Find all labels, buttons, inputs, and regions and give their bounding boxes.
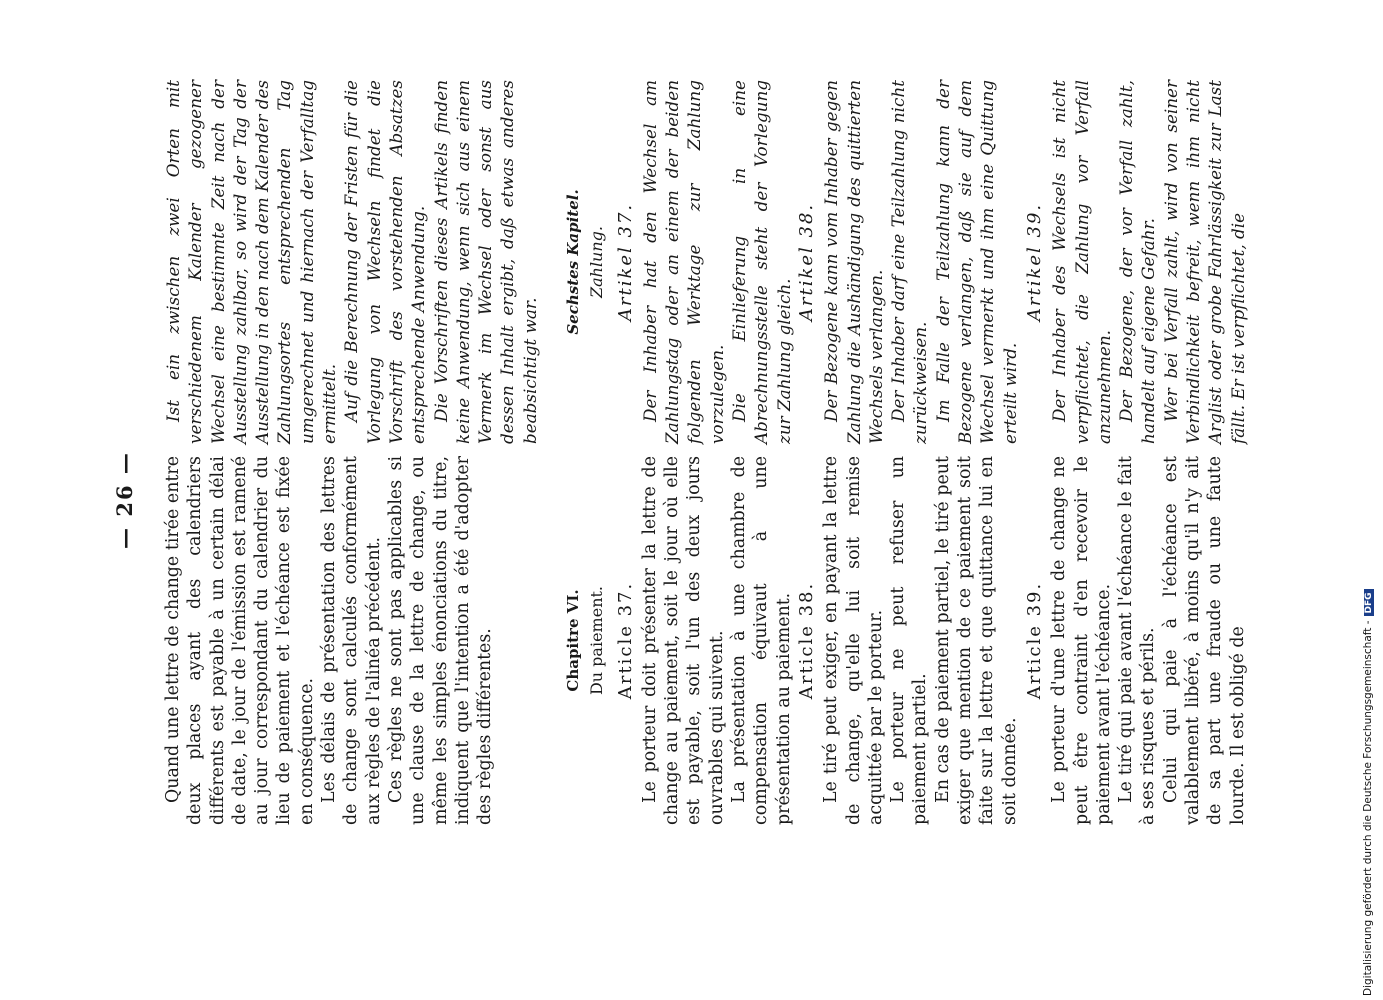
credit-text: Digitalisierung gefördert durch die Deutsche Forschungsgemeinschaft - (1362, 620, 1374, 996)
german-article-39 (1018, 80, 1249, 444)
chapter-title: Du paiement. (587, 585, 607, 696)
digitization-credit (1362, 589, 1374, 996)
french-paragraph: Ces règles ne sont pas applicables si une clause de la lettre de change, ou même les simples énonciations du titre, indiquent que l'intention a été d'adopter des règles différentes. (385, 456, 496, 825)
german-paragraph: Der Inhaber hat den Wechsel am Zahlungstag oder an einem der beiden folgenden Werktage zur Zahlung vorzulegen. (639, 80, 727, 444)
german-paragraph: Die Vorschriften dieses Artikels finden keine Anwendung, wenn sich aus einem Vermerk im Wechsel oder sonst aus dessen Inhalt ergibt, daß etwas anderes beabsichtigt war. (430, 80, 540, 444)
french-paragraph: Quand une lettre de change tirée entre deux places ayant des calendriers différents est payable à un certain délai de date, le jour de l'émission est ramené au jour correspondant du calendrier du lieu de paiement et l'échéance est fixée en conséquence. (163, 456, 317, 825)
german-paragraph: Wer bei Verfall zahlt, wird von seiner Verbindlichkeit befreit, wenn ihm nicht Arglist oder grobe Fahrlässigkeit zur Last fällt. Er ist verpflichtet, die (1160, 80, 1248, 444)
french-chapter-6 (548, 456, 795, 825)
german-paragraph: Ist ein zwischen zwei Orten mit verschiedenem Kalender gezogener Wechsel eine bestimmte Zeit nach der Ausstellung zahlbar, so wird der Tag der Ausstellung in den nach dem Kalender des Zahlungsortes entsprechenden Tag umgerechnet und hiernach der Verfalltag ermittelt. (163, 80, 340, 444)
french-paragraph: Les délais de présentation des lettres de change sont calculés conformément aux règles de l'alinéa précédent. (319, 456, 384, 825)
french-paragraph: Le tiré qui paie avant l'échéance le fait à ses risques et périls. (1116, 456, 1159, 825)
article-heading: Article 39. (1024, 581, 1045, 700)
chapter-title: Zahlung. (587, 226, 607, 299)
french-paragraph: Le porteur ne peut refuser un paiement partiel. (888, 456, 931, 825)
page-number: — 26 — (112, 451, 137, 549)
german-paragraph: Der Inhaber des Wechsels ist nicht verpflichtet, die Zahlung vor Verfall anzunehmen. (1049, 80, 1114, 444)
french-paragraph: La présentation à une chambre de compensation équivaut à une présentation au paiement. (729, 456, 794, 825)
german-intro (162, 80, 541, 444)
french-article-38 (790, 456, 1021, 825)
french-paragraph: Celui qui paie à l'échéance est valablement libéré, à moins qu'il n'y ait de sa part une fraude ou une faute lourde. Il est obligé de (1160, 456, 1248, 825)
german-paragraph: Im Falle der Teilzahlung kann der Bezogene verlangen, daß sie auf dem Wechsel vermerkt und ihm eine Quittung erteilt wird. (932, 80, 1020, 444)
dfg-logo: DFG (1364, 589, 1374, 616)
german-paragraph: Der Inhaber darf eine Teilzahlung nicht zurückweisen. (888, 80, 931, 444)
french-paragraph: Le tiré peut exiger, en payant la lettre de change, qu'elle lui soit remise acquittée par le porteur. (821, 456, 886, 825)
article-heading: Article 37. (614, 581, 636, 700)
french-paragraph: En cas de paiement partiel, le tiré peut exiger que mention de ce paiement soit faite sur la lettre et que quittance lui en soit donnée. (932, 456, 1020, 825)
german-chapter-6 (548, 80, 795, 444)
german-paragraph: Die Einlieferung in eine Abrechnungsstelle steht der Vorlegung zur Zahlung gleich. (729, 80, 794, 444)
french-article-39 (1018, 456, 1249, 825)
french-paragraph: Le porteur d'une lettre de change ne peut être contraint d'en recevoir le paiement avant l'échéance. (1049, 456, 1114, 825)
french-paragraph: Le porteur doit présenter la lettre de change au paiement, soit le jour où elle est payable, soit l'un des deux jours ouvrables qui suivent. (639, 456, 727, 825)
article-heading: Artikel 39. (1024, 202, 1045, 322)
chapter-heading: Chapitre VI. (564, 589, 582, 692)
chapter-heading: Sechstes Kapitel. (564, 189, 582, 335)
french-intro (162, 456, 496, 825)
article-heading: Artikel 37. (614, 202, 636, 322)
german-article-38 (790, 80, 1021, 444)
article-heading: Article 38. (796, 581, 817, 700)
german-paragraph: Der Bezogene, der vor Verfall zahlt, handelt auf eigene Gefahr. (1116, 80, 1159, 444)
german-paragraph: Auf die Berechnung der Fristen für die Vorlegung von Wechseln findet die Vorschrift des vorstehenden Absatzes entsprechende Anwendung. (341, 80, 429, 444)
german-paragraph: Der Bezogene kann vom Inhaber gegen Zahlung die Aushändigung des quittierten Wechsels verlangen. (821, 80, 886, 444)
article-heading: Artikel 38. (796, 202, 817, 322)
